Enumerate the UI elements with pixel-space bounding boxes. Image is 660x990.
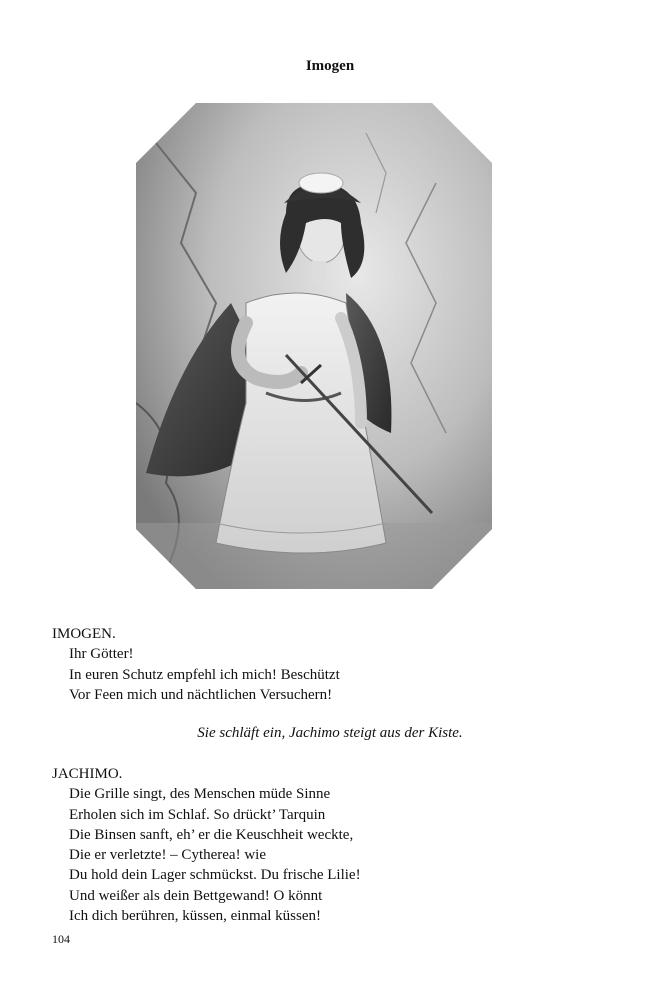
verse-line: Ich dich berühren, küssen, einmal küssen! [69,908,322,925]
page-number: 104 [52,932,70,946]
verse-line: Die Binsen sanft, eh’ er die Keuschheit weckte, [69,826,354,843]
verse-line: Vor Feen mich und nächtlichen Versuchern! [69,686,333,703]
verse-line: Die er verletzte! – Cytherea! wie [69,847,266,864]
verse-line: In euren Schutz empfehl ich mich! Beschützt [69,666,340,683]
dialogue-imogen [52,624,612,705]
speaker-name: JACHIMO. [52,766,123,782]
stage-direction: Sie schläft ein, Jachimo steigt aus der Kiste. [197,725,463,741]
verse-line: Ihr Götter! [69,646,134,663]
verse-line: Die Grille singt, des Menschen müde Sinne [69,786,331,803]
verse-line: Erholen sich im Schlaf. So drückt’ Tarquin [69,806,326,823]
verse-line: Du hold dein Lager schmückst. Du frische Lilie! [69,867,361,884]
engraving-portrait-icon [136,103,492,589]
verse-line: Und weißer als dein Bettgewand! O könnt [69,887,323,904]
speaker-name: IMOGEN. [52,626,116,642]
page-title: Imogen [305,58,355,74]
dialogue-jachimo [52,764,612,926]
